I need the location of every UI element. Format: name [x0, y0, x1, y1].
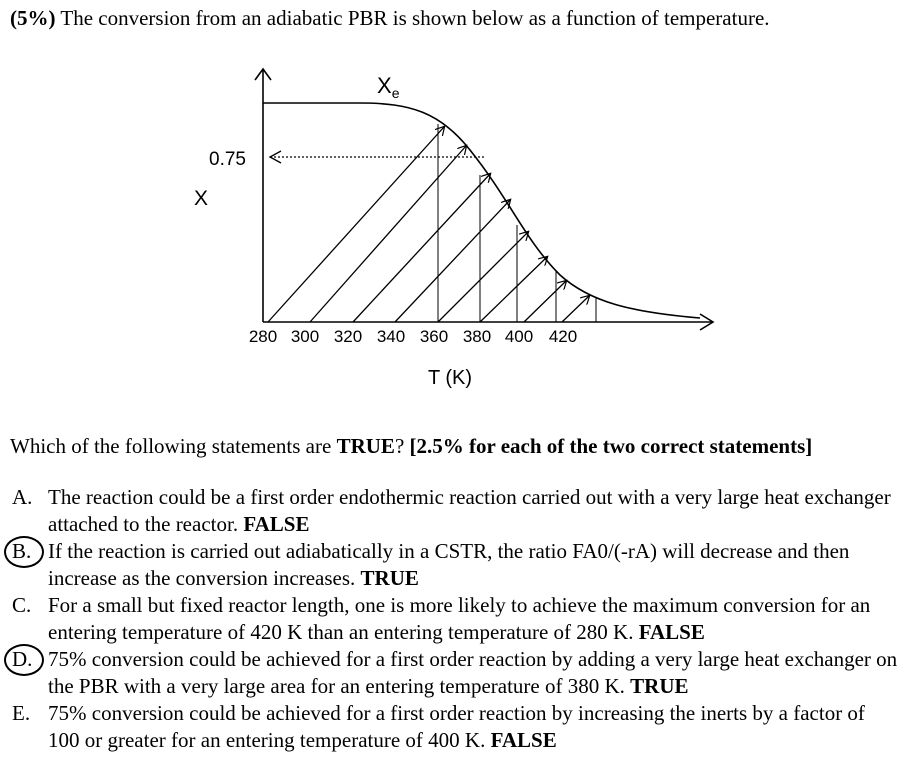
adiabatic-line — [310, 146, 466, 322]
x-tick-labels — [249, 327, 577, 346]
adiabatic-line — [480, 257, 547, 322]
option-e — [10, 700, 900, 754]
option-c — [10, 592, 900, 646]
x-tick-label: 340 — [376, 327, 406, 346]
x-tick-label: 420 — [548, 327, 578, 346]
x-tick-label: 320 — [333, 327, 363, 346]
option-b — [10, 538, 900, 592]
adiabatic-lines — [268, 127, 589, 322]
answer-options — [10, 484, 900, 754]
adiabatic-line — [438, 232, 528, 322]
option-text: For a small but fixed reactor length, one is more likely to achieve the maximum conversion for an entering temperature of 420 K than an entering temperature of 280 K. — [48, 593, 871, 644]
adiabatic-line — [562, 296, 589, 322]
y-axis-label: X — [194, 187, 209, 210]
option-letter: E. — [12, 701, 31, 725]
y-tick-075: 0.75 — [209, 149, 246, 170]
option-a — [10, 484, 900, 538]
xe-subscript: e — [391, 85, 400, 101]
question-true-word: TRUE — [336, 434, 395, 458]
option-verdict: TRUE — [630, 674, 689, 698]
option-text: 75% conversion could be achieved for a first order reaction by adding a very large heat exchanger on the PBR with a very large area for an entering temperature of 380 K. — [48, 647, 898, 698]
vertical-drop-lines — [438, 124, 596, 322]
option-verdict: FALSE — [490, 728, 557, 752]
question-qmark: ? — [394, 434, 410, 458]
option-letter: C. — [12, 593, 32, 617]
option-letter: D. — [12, 647, 33, 671]
option-verdict: FALSE — [243, 512, 310, 536]
option-text: 75% conversion could be achieved for a first order reaction by increasing the inerts by a factor of 100 or greater for an entering temperature of 400 K. — [48, 701, 865, 752]
x-tick-label: 300 — [290, 327, 320, 346]
points-label: (5%) — [10, 6, 56, 30]
header-text: The conversion from an adiabatic PBR is shown below as a function of temperature. — [55, 6, 770, 30]
option-verdict: FALSE — [638, 620, 705, 644]
x-tick-label: 360 — [419, 327, 449, 346]
adiabatic-line — [268, 127, 444, 322]
adiabatic-line — [524, 281, 566, 322]
option-text: The reaction could be a first order endothermic reaction carried out with a very large heat exchanger attached to the reactor. — [48, 485, 891, 536]
x-tick-label: 380 — [462, 327, 492, 346]
option-text: If the reaction is carried out adiabatically in a CSTR, the ratio FA0/(-rA) will decrease and then increase as the conversion increases. — [48, 539, 850, 590]
option-verdict: TRUE — [360, 566, 419, 590]
question-lead: Which of the following statements are — [10, 434, 337, 458]
option-d — [10, 646, 900, 700]
x-tick-label: 400 — [504, 327, 534, 346]
xe-label: $X_e$ — [377, 73, 400, 101]
equilibrium-curve — [263, 103, 700, 318]
option-letter: A. — [12, 485, 33, 509]
question-scoring: [2.5% for each of the two correct statements] — [409, 434, 813, 458]
question-text — [10, 432, 812, 460]
option-letter: B. — [12, 539, 32, 563]
adiabatic-line — [395, 200, 510, 322]
x-tick-label: 280 — [248, 327, 278, 346]
x-axis-label: T (K) — [427, 367, 473, 389]
